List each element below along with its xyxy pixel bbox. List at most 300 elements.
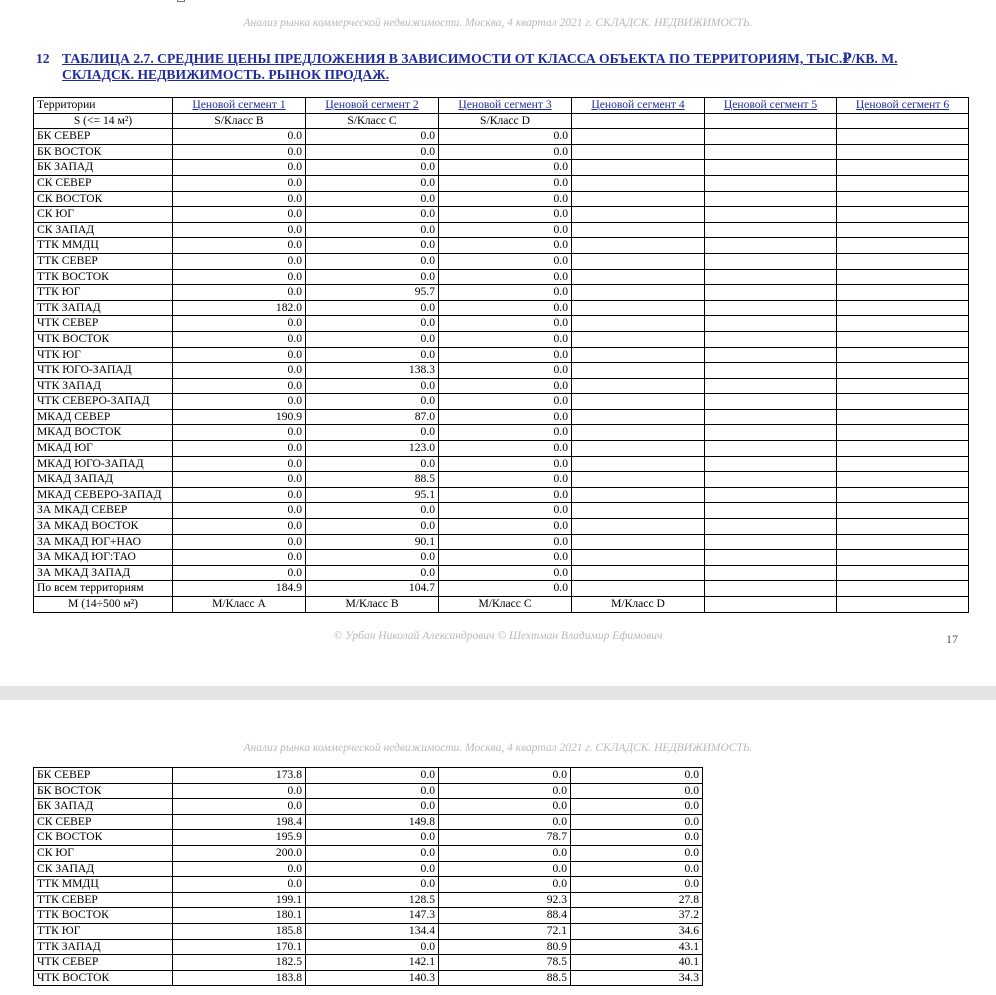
price-cell: 87.0 (306, 409, 439, 425)
price-cell (705, 519, 837, 535)
price-cell: 0.0 (439, 814, 571, 830)
territory-name: ЗА МКАД ЮГ+НАО (34, 534, 173, 550)
price-cell (705, 425, 837, 441)
price-cell: 72.1 (439, 923, 571, 939)
price-cell (572, 207, 705, 223)
price-cell: 0.0 (439, 378, 572, 394)
segment-s-class: S/Класс D (439, 113, 572, 129)
price-cell (837, 565, 969, 581)
price-cell (705, 456, 837, 472)
price-cell: 0.0 (439, 503, 572, 519)
price-cell (572, 269, 705, 285)
table-row (34, 830, 703, 846)
table-row (34, 845, 703, 861)
price-cell: 0.0 (173, 877, 306, 893)
price-cell: 198.4 (173, 814, 306, 830)
price-cell: 183.8 (173, 970, 306, 986)
price-cell (837, 175, 969, 191)
territory-name: ТТК ЮГ (34, 923, 173, 939)
price-cell (572, 144, 705, 160)
price-cell (572, 409, 705, 425)
table-number: 12 (36, 51, 50, 66)
price-cell (837, 300, 969, 316)
price-cell (572, 472, 705, 488)
price-cell: 0.0 (173, 503, 306, 519)
territory-name: БК ВОСТОК (34, 783, 173, 799)
price-cell: 0.0 (173, 316, 306, 332)
price-cell: 40.1 (571, 955, 703, 971)
price-cell (705, 129, 837, 145)
price-cell (572, 441, 705, 457)
price-cell: 0.0 (173, 441, 306, 457)
price-cell: 0.0 (306, 222, 439, 238)
price-cell: 0.0 (173, 160, 306, 176)
price-cell: 0.0 (571, 814, 703, 830)
price-cell (572, 519, 705, 535)
price-cell: 182.0 (173, 300, 306, 316)
price-cell (837, 285, 969, 301)
price-cell: 0.0 (173, 144, 306, 160)
price-cell: 0.0 (439, 845, 571, 861)
territory-name: ЧТК ВОСТОК (34, 331, 173, 347)
price-cell: 134.4 (306, 923, 439, 939)
segment-m-class (705, 597, 837, 613)
territory-name: БК СЕВЕР (34, 768, 173, 784)
price-cell: 0.0 (439, 783, 571, 799)
price-cell: 88.5 (439, 970, 571, 986)
segment-m-label: М (14÷500 м²) (34, 597, 173, 613)
price-cell (705, 487, 837, 503)
price-cell: 0.0 (173, 285, 306, 301)
price-cell (572, 160, 705, 176)
table-title (36, 51, 971, 83)
segment-m-class: М/Класс D (572, 597, 705, 613)
segment-s-class (705, 113, 837, 129)
price-cell (705, 472, 837, 488)
table-row (34, 550, 969, 566)
price-cell: 43.1 (571, 939, 703, 955)
price-cell: 0.0 (439, 363, 572, 379)
price-cell (705, 175, 837, 191)
territory-name: ЗА МКАД СЕВЕР (34, 503, 173, 519)
price-cell: 0.0 (439, 394, 572, 410)
price-cell (572, 565, 705, 581)
price-cell: 0.0 (306, 394, 439, 410)
price-cell: 0.0 (306, 238, 439, 254)
territory-name: ЗА МКАД ВОСТОК (34, 519, 173, 535)
price-cell: 0.0 (571, 845, 703, 861)
price-cell (572, 425, 705, 441)
price-cell (572, 331, 705, 347)
price-cell: 199.1 (173, 892, 306, 908)
price-cell: 78.7 (439, 830, 571, 846)
copyright-footer: © Урбан Николай Александрович © Шехтман Владимир Ефимович (333, 630, 663, 642)
segment-s-class: S/Класс C (306, 113, 439, 129)
price-cell (705, 144, 837, 160)
territory-name: БК СЕВЕР (34, 129, 173, 145)
price-cell (837, 534, 969, 550)
price-cell: 0.0 (439, 441, 572, 457)
price-cell: 0.0 (439, 331, 572, 347)
price-cell: 0.0 (306, 207, 439, 223)
price-cell (572, 191, 705, 207)
price-cell (837, 347, 969, 363)
price-cell: 0.0 (173, 487, 306, 503)
table-row (34, 222, 969, 238)
price-cell: 0.0 (306, 160, 439, 176)
price-cell: 80.9 (439, 939, 571, 955)
price-cell (837, 409, 969, 425)
price-cell: 0.0 (173, 238, 306, 254)
price-cell (705, 565, 837, 581)
price-cell: 0.0 (439, 519, 572, 535)
price-cell: 0.0 (439, 409, 572, 425)
price-cell: 0.0 (439, 768, 571, 784)
price-cell: 0.0 (439, 175, 572, 191)
territory-name: ЧТК ЮГО-ЗАПАД (34, 363, 173, 379)
segment-header-2: Ценовой сегмент 2 (306, 98, 439, 114)
price-cell: 0.0 (306, 253, 439, 269)
territory-name: ЧТК ЗАПАД (34, 378, 173, 394)
table-row (34, 534, 969, 550)
price-cell: 0.0 (439, 534, 572, 550)
table-row (34, 316, 969, 332)
price-cell: 185.8 (173, 923, 306, 939)
territory-name: ЧТК СЕВЕРО-ЗАПАД (34, 394, 173, 410)
table-row (34, 175, 969, 191)
table-row (34, 160, 969, 176)
price-cell: 0.0 (571, 768, 703, 784)
price-cell: 0.0 (173, 565, 306, 581)
territory-name: СК СЕВЕР (34, 175, 173, 191)
price-cell: 190.9 (173, 409, 306, 425)
price-cell: 0.0 (173, 175, 306, 191)
price-cell: 0.0 (439, 222, 572, 238)
price-cell: 0.0 (439, 160, 572, 176)
price-cell (572, 363, 705, 379)
price-cell: 0.0 (173, 425, 306, 441)
price-cell: 0.0 (306, 456, 439, 472)
territory-name: СК ВОСТОК (34, 830, 173, 846)
segment-header-6: Ценовой сегмент 6 (837, 98, 969, 114)
price-cell (572, 285, 705, 301)
price-cell (837, 550, 969, 566)
table-row (34, 441, 969, 457)
price-cell (705, 550, 837, 566)
page-number: 17 (946, 632, 958, 646)
price-cell: 0.0 (306, 300, 439, 316)
price-cell: 140.3 (306, 970, 439, 986)
price-cell (572, 394, 705, 410)
table-row (34, 814, 703, 830)
territory-name: ТТК ЮГ (34, 285, 173, 301)
territory-name: ЧТК СЕВЕР (34, 316, 173, 332)
territory-name: ТТК ЗАПАД (34, 939, 173, 955)
price-cell (572, 300, 705, 316)
price-cell: 0.0 (571, 877, 703, 893)
price-cell: 0.0 (306, 799, 439, 815)
price-cell: 0.0 (439, 425, 572, 441)
segment-header-5: Ценовой сегмент 5 (705, 98, 837, 114)
price-cell: 0.0 (439, 861, 571, 877)
price-cell: 0.0 (439, 877, 571, 893)
price-cell (572, 316, 705, 332)
territory-name: СК ВОСТОК (34, 191, 173, 207)
price-cell: 0.0 (439, 550, 572, 566)
price-cell: 0.0 (306, 861, 439, 877)
table-row (34, 425, 969, 441)
price-cell (705, 222, 837, 238)
table-row (34, 347, 969, 363)
price-cell: 0.0 (439, 472, 572, 488)
price-cell: 0.0 (173, 331, 306, 347)
segment-header-4: Ценовой сегмент 4 (572, 98, 705, 114)
price-cell (837, 519, 969, 535)
segment-header-3: Ценовой сегмент 3 (439, 98, 572, 114)
price-cell (705, 285, 837, 301)
table-row (34, 378, 969, 394)
price-cell: 0.0 (439, 799, 571, 815)
price-cell: 37.2 (571, 908, 703, 924)
price-cell (837, 160, 969, 176)
price-cell: 0.0 (173, 519, 306, 535)
price-cell: 0.0 (306, 316, 439, 332)
table-row (34, 238, 969, 254)
segment-s-class: S/Класс B (173, 113, 306, 129)
price-cell (705, 253, 837, 269)
price-cell (837, 581, 969, 597)
price-cell: 0.0 (173, 378, 306, 394)
price-cell: 0.0 (173, 363, 306, 379)
price-cell: 0.0 (306, 939, 439, 955)
price-cell: 138.3 (306, 363, 439, 379)
price-cell: 0.0 (173, 347, 306, 363)
territory-name: БК ВОСТОК (34, 144, 173, 160)
table-row (34, 799, 703, 815)
territory-name: ЧТК ЮГ (34, 347, 173, 363)
territory-name: ЗА МКАД ЗАПАД (34, 565, 173, 581)
price-cell: 149.8 (306, 814, 439, 830)
price-cell: 182.5 (173, 955, 306, 971)
table-row (34, 877, 703, 893)
territory-name: СК СЕВЕР (34, 814, 173, 830)
price-cell: 0.0 (173, 861, 306, 877)
price-cell (837, 253, 969, 269)
price-cell: 90.1 (306, 534, 439, 550)
table-row (34, 892, 703, 908)
segment-s-label: S (<= 14 м²) (34, 113, 173, 129)
price-cell (572, 378, 705, 394)
price-cell (705, 347, 837, 363)
price-cell (837, 363, 969, 379)
territory-name: МКАД СЕВЕРО-ЗАПАД (34, 487, 173, 503)
territory-name: ТТК СЕВЕР (34, 892, 173, 908)
price-cell: 0.0 (306, 503, 439, 519)
price-cell (705, 394, 837, 410)
price-cell: 0.0 (173, 222, 306, 238)
price-cell (705, 316, 837, 332)
price-cell (572, 222, 705, 238)
price-cell: 92.3 (439, 892, 571, 908)
price-cell: 0.0 (173, 472, 306, 488)
price-cell (837, 238, 969, 254)
price-cell (705, 581, 837, 597)
price-cell: 0.0 (439, 487, 572, 503)
running-header: Анализ рынка коммерческой недвижимости. Москва, 4 квартал 2021 г. СКЛАДСК. НЕДВИЖИМОСТЬ. (243, 742, 753, 754)
price-cell: 0.0 (439, 238, 572, 254)
territory-name: ТТК ЗАПАД (34, 300, 173, 316)
price-cell: 0.0 (306, 378, 439, 394)
scroll-marker (177, 0, 185, 2)
price-cell: 0.0 (306, 550, 439, 566)
territory-name: СК ЮГ (34, 845, 173, 861)
table-row (34, 331, 969, 347)
price-cell: 0.0 (439, 316, 572, 332)
price-cell: 0.0 (306, 768, 439, 784)
table-row (34, 783, 703, 799)
price-cell (837, 316, 969, 332)
price-cell (572, 175, 705, 191)
price-cell (705, 207, 837, 223)
price-cell (572, 456, 705, 472)
table-row (34, 394, 969, 410)
price-cell: 0.0 (173, 269, 306, 285)
price-cell: 173.8 (173, 768, 306, 784)
price-cell (837, 207, 969, 223)
price-cell: 0.0 (173, 534, 306, 550)
price-cell (837, 191, 969, 207)
price-cell (705, 191, 837, 207)
price-cell (837, 129, 969, 145)
price-cell: 0.0 (571, 799, 703, 815)
table-row (34, 908, 703, 924)
table-row (34, 285, 969, 301)
price-cell (572, 534, 705, 550)
territory-name: МКАД СЕВЕР (34, 409, 173, 425)
price-cell: 88.4 (439, 908, 571, 924)
price-cell: 170.1 (173, 939, 306, 955)
segment-s-class (572, 113, 705, 129)
territory-header: Территории (34, 98, 173, 114)
territory-name: СК ЗАПАД (34, 861, 173, 877)
price-table (33, 97, 969, 613)
price-cell: 0.0 (306, 347, 439, 363)
price-cell (705, 363, 837, 379)
territory-name: БК ЗАПАД (34, 799, 173, 815)
price-cell: 0.0 (439, 456, 572, 472)
territory-name: ЧТК СЕВЕР (34, 955, 173, 971)
price-cell: 123.0 (306, 441, 439, 457)
segment-m-class: М/Класс B (306, 597, 439, 613)
price-cell: 0.0 (306, 425, 439, 441)
price-cell: 0.0 (306, 783, 439, 799)
territory-name: БК ЗАПАД (34, 160, 173, 176)
price-cell: 0.0 (306, 565, 439, 581)
price-cell: 0.0 (306, 877, 439, 893)
price-cell: 34.6 (571, 923, 703, 939)
price-cell: 142.1 (306, 955, 439, 971)
table-row (34, 565, 969, 581)
price-cell (837, 144, 969, 160)
price-table-continued (33, 767, 703, 986)
segment-m-row (34, 597, 969, 613)
price-cell: 0.0 (439, 300, 572, 316)
price-cell: 200.0 (173, 845, 306, 861)
price-cell: 0.0 (439, 144, 572, 160)
price-cell: 0.0 (173, 394, 306, 410)
segment-m-class: М/Класс C (439, 597, 572, 613)
territory-name: МКАД ЮГО-ЗАПАД (34, 456, 173, 472)
table-row (34, 144, 969, 160)
price-cell: 0.0 (306, 175, 439, 191)
price-cell: 0.0 (439, 581, 572, 597)
price-cell (705, 378, 837, 394)
table-row (34, 519, 969, 535)
table-row (34, 487, 969, 503)
territory-name: По всем территориям (34, 581, 173, 597)
table-row (34, 472, 969, 488)
price-cell (837, 378, 969, 394)
territory-name: СК ЮГ (34, 207, 173, 223)
price-cell: 147.3 (306, 908, 439, 924)
segment-header-1: Ценовой сегмент 1 (173, 98, 306, 114)
table-row (34, 363, 969, 379)
price-cell (837, 331, 969, 347)
territory-name: ТТК СЕВЕР (34, 253, 173, 269)
price-cell: 0.0 (306, 269, 439, 285)
table-row (34, 768, 703, 784)
table-row (34, 253, 969, 269)
page-separator (0, 686, 996, 700)
price-cell (837, 222, 969, 238)
territory-name: МКАД ЮГ (34, 441, 173, 457)
table-row (34, 861, 703, 877)
territory-name: ТТК ВОСТОК (34, 269, 173, 285)
price-cell (705, 331, 837, 347)
price-cell (705, 441, 837, 457)
price-cell: 0.0 (306, 129, 439, 145)
price-cell: 78.5 (439, 955, 571, 971)
price-cell: 0.0 (173, 550, 306, 566)
price-cell (705, 160, 837, 176)
price-cell: 0.0 (173, 253, 306, 269)
price-cell: 184.9 (173, 581, 306, 597)
price-cell (837, 269, 969, 285)
price-cell: 0.0 (306, 331, 439, 347)
price-cell (705, 269, 837, 285)
price-cell: 0.0 (439, 269, 572, 285)
price-cell: 0.0 (306, 830, 439, 846)
table-row (34, 923, 703, 939)
territory-name: МКАД ЗАПАД (34, 472, 173, 488)
price-cell: 0.0 (173, 207, 306, 223)
price-cell: 88.5 (306, 472, 439, 488)
price-cell: 0.0 (439, 207, 572, 223)
price-cell: 0.0 (439, 285, 572, 301)
price-cell: 0.0 (439, 129, 572, 145)
segment-s-row (34, 113, 969, 129)
price-cell: 195.9 (173, 830, 306, 846)
price-cell (837, 441, 969, 457)
table-row (34, 581, 969, 597)
table-row (34, 955, 703, 971)
territory-name: СК ЗАПАД (34, 222, 173, 238)
price-cell (837, 394, 969, 410)
price-cell: 0.0 (173, 191, 306, 207)
price-cell (572, 503, 705, 519)
table-row (34, 409, 969, 425)
price-cell: 0.0 (571, 783, 703, 799)
